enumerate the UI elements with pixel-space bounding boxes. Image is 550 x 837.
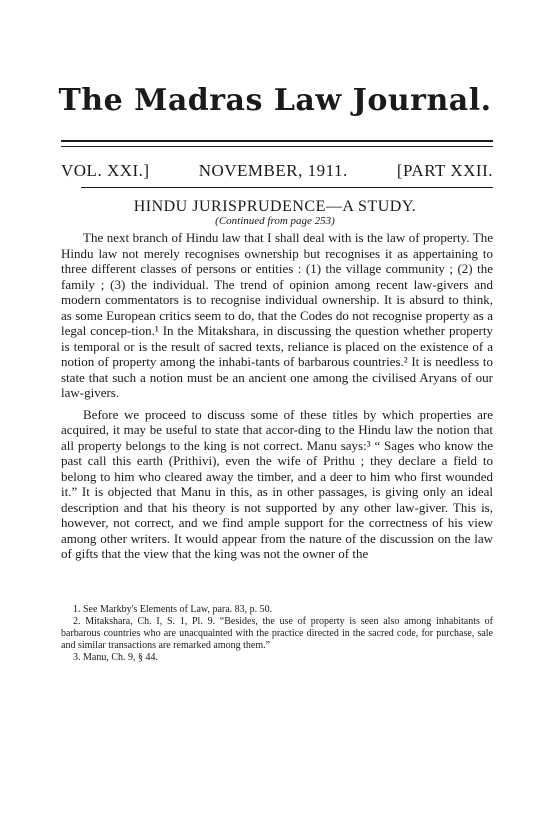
issue-line xyxy=(61,161,493,181)
volume-label: VOL. XXI.] xyxy=(61,161,150,180)
masthead-rule-thick xyxy=(61,140,493,142)
part-label: [PART XXII. xyxy=(396,161,493,180)
masthead-rule-thin xyxy=(61,146,493,147)
article-title: HINDU JURISPRUDENCE—A STUDY. xyxy=(133,198,417,215)
footnote: 3. Manu, Ch. 9, § 44. xyxy=(73,652,158,663)
article-continued-note: (Continued from page 253) xyxy=(215,215,335,227)
journal-masthead: The Madras Law Journal. xyxy=(58,83,492,118)
article-body xyxy=(61,230,493,562)
article-paragraph: The next branch of Hindu law that I shall deal with is the law of property. The Hindu law not merely recognises ownership but recognises it as appertaining to three different classes of persons or entities : (1) the village community ; (2) the family ; (3) the individual. The trend of opinion among recent law-givers and modern commentators is to recognise individual ownership. It is absurd to think, as some European critics seem to do, that the Codes do not recognise property as a legal concep-tion.¹ In the Mitakshara, in discussing the question whether property is temporal or is the result of sacred texts, reliance is placed on the existence of a notion of property among the inhabi-tants of barbarous countries.² It is needless to state that such a notion must be an ancient one among the civilised Aryans of our law-givers. xyxy=(61,230,493,400)
article-paragraph: Before we proceed to discuss some of these titles by which properties are acquired, it may be useful to state that accor-ding to the Hindu law the notion that all property belongs to the king is not correct. Manu says:³ “ Sages who know the past call this earth (Prithivi), even the wife of Prithu ; they declare a field to belong to him who cleared away the timber, and a deer to him who first wounded it.” It is objected that Manu in this, as in other passages, is giving only an ideal description and that his theory is not supported by any other law-giver. This is, however, not correct, and we find ample support for the correctness of his view among other writers. It would appear from the nature of the discussion on the law of gifts that the view that the king was not the owner of the xyxy=(61,406,493,561)
footnotes xyxy=(61,604,493,664)
issue-date: NOVEMBER, 1911. xyxy=(198,161,348,180)
footnote: 2. Mitakshara, Ch. I, S. 1, Pl. 9. “Besides, the use of property is seen also among inhabitants of barbarous countries who are unacquainted with the practice directed in the sacred code, for purchase, sale and similar transactions are remarked among them.” xyxy=(61,616,493,651)
issue-rule xyxy=(81,187,493,188)
footnote: 1. See Markby's Elements of Law, para. 83, p. 50. xyxy=(73,604,273,615)
